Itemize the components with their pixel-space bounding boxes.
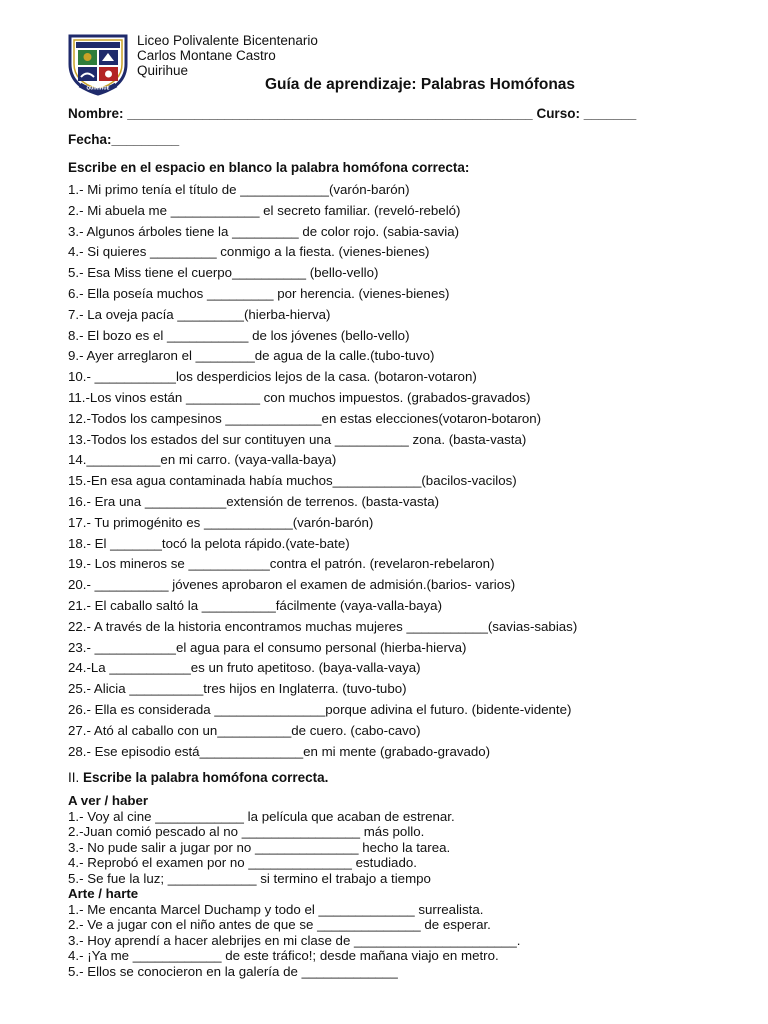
exercise-item: 13.-Todos los estados del sur contituyen una __________ zona. (basta-vasta) xyxy=(68,431,527,447)
section2-instruction: Escribe la palabra homófona correcta. xyxy=(83,770,329,785)
exercise-item: 2.- Mi abuela me ____________ el secreto familiar. (reveló-rebeló) xyxy=(68,202,461,218)
crest-banner-text: QUIRIHUE xyxy=(86,85,110,91)
exercise-item: 27.- Ató al caballo con un__________de cuero. (cabo-cavo) xyxy=(68,722,421,738)
exercise-item: 3.- Algunos árboles tiene la _________ de color rojo. (sabia-savia) xyxy=(68,223,460,239)
school-name-block xyxy=(137,33,318,78)
name-course-field[interactable]: Nombre: ______________________________________________________ Curso: _______ xyxy=(68,106,637,121)
exercise-item: 6.- Ella poseía muchos _________ por herencia. (vienes-bienes) xyxy=(68,285,450,301)
exercise-item: 5.- Se fue la luz; ____________ si termino el trabajo a tiempo xyxy=(68,870,431,886)
exercise-item: 10.- ___________los desperdicios lejos de la casa. (botaron-votaron) xyxy=(68,369,477,385)
worksheet-title-row xyxy=(0,76,768,94)
exercise-item: 3.- No pude salir a jugar por no ______________ hecho la tarea. xyxy=(68,839,451,855)
exercise-item: 1.- Voy al cine ____________ la película que acaban de estrenar. xyxy=(68,808,455,824)
exercise-item: 3.- Hoy aprendí a hacer alebrijes en mi clase de ______________________. xyxy=(68,932,521,948)
homophone-group-a-ver-haber xyxy=(68,793,455,886)
worksheet-title: Guía de aprendizaje: Palabras Homófonas xyxy=(264,76,576,93)
exercise-item: 1.- Me encanta Marcel Duchamp y todo el _____________ surrealista. xyxy=(68,901,484,917)
exercise-item: 28.- Ese episodio está______________en mi mente (grabado-gravado) xyxy=(68,743,491,759)
exercise-item: 21.- El caballo saltó la __________fácilmente (vaya-valla-baya) xyxy=(68,597,443,613)
date-field[interactable]: Fecha:_________ xyxy=(68,132,180,147)
exercise-item: 22.- A través de la historia encontramos muchas mujeres ___________(savias-sabias) xyxy=(68,618,578,634)
group-heading: A ver / haber xyxy=(68,793,149,808)
group-heading: Arte / harte xyxy=(68,886,139,901)
exercise-item: 17.- Tu primogénito es ____________(varón-barón) xyxy=(68,514,374,530)
exercise-item: 2.- Ve a jugar con el niño antes de que se ______________ de esperar. xyxy=(68,917,491,932)
school-name-line: Carlos Montane Castro xyxy=(137,48,276,63)
homophone-group-arte-harte xyxy=(68,886,520,979)
exercise-item: 20.- __________ jóvenes aprobaron el examen de admisión.(barios- varios) xyxy=(68,577,516,593)
exercise-item: 11.-Los vinos están __________ con muchos impuestos. (grabados-gravados) xyxy=(68,389,531,405)
section1-instruction: Escribe en el espacio en blanco la palabra homófona correcta: xyxy=(68,160,470,175)
section2-instruction-row xyxy=(68,770,328,785)
exercise-item: 8.- El bozo es el ___________ de los jóvenes (bello-vello) xyxy=(68,327,410,343)
exercise-item: 12.-Todos los campesinos _____________en estas elecciones(votaron-botaron) xyxy=(68,410,542,426)
exercise-item: 4.- ¡Ya me ____________ de este tráfico!; desde mañana viajo en metro. xyxy=(68,948,499,963)
school-city-line: Quirihue xyxy=(137,63,189,78)
section2-numeral: II. xyxy=(68,770,80,785)
exercise-item: 4.- Si quieres _________ conmigo a la fiesta. (vienes-bienes) xyxy=(68,244,430,260)
section1-list xyxy=(68,180,577,762)
exercise-item: 23.- ___________el agua para el consumo personal (hierba-hierva) xyxy=(68,639,467,655)
exercise-item: 4.- Reprobó el examen por no ______________ estudiado. xyxy=(68,855,417,870)
exercise-item: 19.- Los mineros se ___________contra el patrón. (revelaron-rebelaron) xyxy=(68,556,495,572)
school-name-line: Liceo Polivalente Bicentenario xyxy=(137,33,318,48)
exercise-item: 14.__________en mi carro. (vaya-valla-baya) xyxy=(68,452,337,468)
exercise-item: 1.- Mi primo tenía el título de ____________(varón-barón) xyxy=(68,182,410,197)
exercise-item: 7.- La oveja pacía _________(hierba-hierva) xyxy=(68,306,331,322)
exercise-item: 5.- Esa Miss tiene el cuerpo__________ (bello-vello) xyxy=(68,265,379,281)
exercise-item: 5.- Ellos se conocieron en la galería de _____________ xyxy=(68,963,398,979)
exercise-item: 25.- Alicia __________tres hijos en Inglaterra. (tuvo-tubo) xyxy=(68,681,407,697)
exercise-item: 18.- El _______tocó la pelota rápido.(vate-bate) xyxy=(68,535,350,551)
exercise-item: 16.- Era una ___________extensión de terrenos. (basta-vasta) xyxy=(68,493,440,509)
exercise-item: 2.-Juan comió pescado al no ________________ más pollo. xyxy=(68,824,425,839)
exercise-item: 9.- Ayer arreglaron el ________de agua de la calle.(tubo-tuvo) xyxy=(68,348,435,364)
exercise-item: 26.- Ella es considerada _______________porque adivina el futuro. (bidente-vidente) xyxy=(68,701,572,717)
exercise-item: 24.-La ___________es un fruto apetitoso. (baya-valla-vaya) xyxy=(68,660,421,676)
exercise-item: 15.-En esa agua contaminada había muchos____________(bacilos-vacilos) xyxy=(68,473,517,489)
